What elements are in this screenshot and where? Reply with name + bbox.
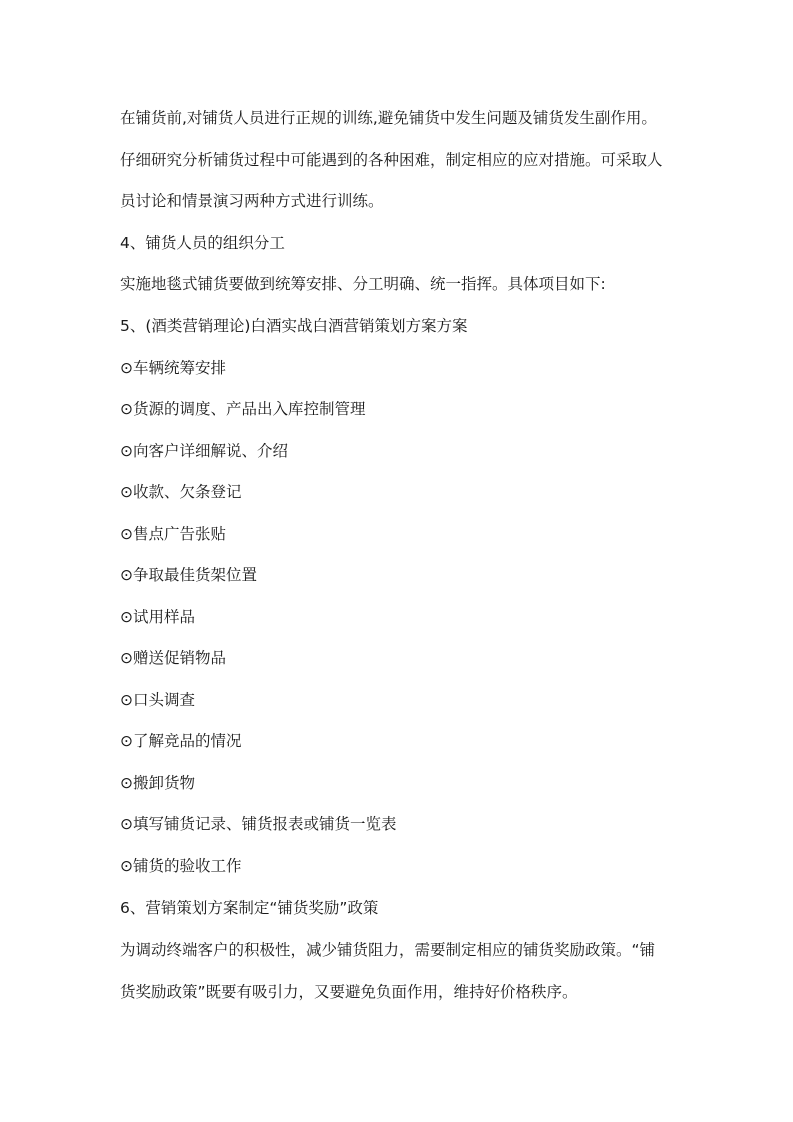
para-carpet: 实施地毯式铺货要做到统筹安排、分工明确、统一指挥。具体项目如下: — [120, 275, 606, 293]
list-item: ⊙搬卸货物 — [120, 774, 195, 792]
list-item: ⊙货源的调度、产品出入库控制管理 — [120, 400, 366, 418]
heading-4: 4、铺货人员的组织分工 — [120, 234, 285, 252]
list-item: ⊙赠送促销物品 — [120, 649, 226, 667]
heading-5: 5、(酒类营销理论)白酒实战白酒营销策划方案方案 — [120, 317, 468, 335]
para-training-2-line-2: 员讨论和情景演习两种方式进行训练。 — [120, 192, 384, 210]
list-item: ⊙争取最佳货架位置 — [120, 566, 257, 584]
final-paragraph-line-1: 为调动终端客户的积极性，减少铺货阻力，需要制定相应的铺货奖励政策。“铺 — [120, 941, 656, 959]
para-training-2-line-1: 仔细研究分析铺货过程中可能遇到的各种困难，制定相应的应对措施。可采取人 — [120, 151, 663, 169]
list-item: ⊙了解竞品的情况 — [120, 732, 242, 750]
list-item: ⊙口头调查 — [120, 691, 195, 709]
para-training-1: 在铺货前,对铺货人员进行正规的训练,避免铺货中发生问题及铺货发生副作用。 — [120, 109, 657, 127]
list-item: ⊙铺货的验收工作 — [120, 857, 242, 875]
final-paragraph-line-2: 货奖励政策”既要有吸引力，又要避免负面作用，维持好价格秩序。 — [120, 983, 578, 1001]
list-item: ⊙售点广告张贴 — [120, 525, 226, 543]
list-item: ⊙试用样品 — [120, 608, 195, 626]
list-item: ⊙车辆统筹安排 — [120, 359, 226, 377]
list-item: ⊙收款、欠条登记 — [120, 483, 242, 501]
list-item: ⊙填写铺货记录、铺货报表或铺货一览表 — [120, 815, 397, 833]
list-item: ⊙向客户详细解说、介绍 — [120, 442, 288, 460]
heading-6: 6、营销策划方案制定“铺货奖励”政策 — [120, 899, 379, 917]
